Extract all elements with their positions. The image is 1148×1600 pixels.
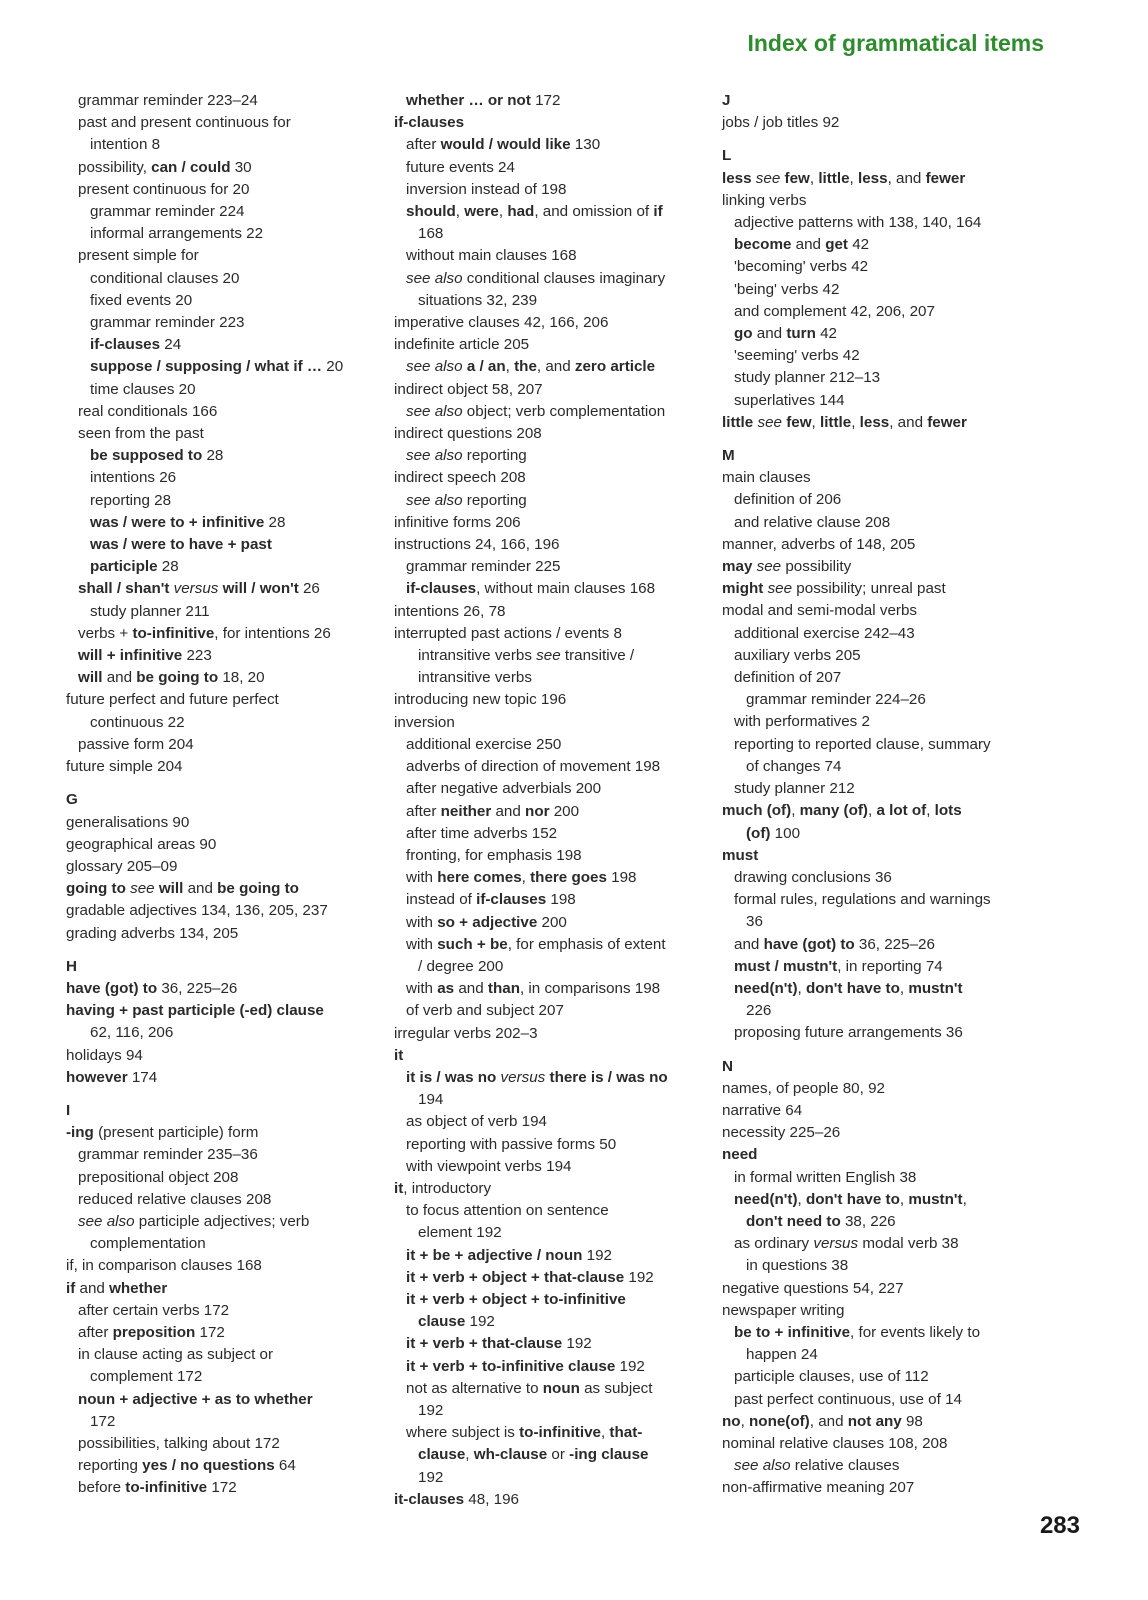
index-entry: manner, adverbs of 148, 205 bbox=[722, 535, 916, 553]
index-entry: if-clauses, without main clauses 168 bbox=[406, 580, 656, 598]
index-entry: have (got) to 36, 225–26 bbox=[66, 979, 238, 997]
index-entry: if, in comparison clauses 168 bbox=[66, 1257, 262, 1275]
index-entry: proposing future arrangements 36 bbox=[734, 1024, 963, 1042]
index-entry: present simple for bbox=[78, 247, 199, 265]
index-entry: not as alternative to noun as subject bbox=[406, 1379, 653, 1397]
index-entry: where subject is to-infinitive, that- bbox=[406, 1424, 643, 1442]
index-entry: modal and semi-modal verbs bbox=[722, 602, 917, 620]
index-entry: with as and than, in comparisons 198 bbox=[406, 980, 661, 998]
index-entry: situations 32, 239 bbox=[418, 291, 538, 309]
index-entry: clause, wh-clause or -ing clause bbox=[418, 1446, 649, 1464]
index-entry: linking verbs bbox=[722, 191, 807, 209]
index-entry: jobs / job titles 92 bbox=[722, 114, 840, 132]
index-entry: instructions 24, 166, 196 bbox=[394, 536, 560, 554]
section-letter: I bbox=[66, 1101, 71, 1119]
index-entry: happen 24 bbox=[746, 1346, 818, 1364]
index-entry: will + infinitive 223 bbox=[78, 647, 212, 665]
index-entry: it is / was no versus there is / was no bbox=[406, 1068, 668, 1086]
index-entry: study planner 212–13 bbox=[734, 369, 881, 387]
index-entry: with here comes, there goes 198 bbox=[406, 869, 637, 887]
index-entry: of verb and subject 207 bbox=[406, 1002, 564, 1020]
index-entry: grammar reminder 223–24 bbox=[78, 92, 258, 109]
index-entry: intransitive verbs bbox=[418, 669, 532, 687]
section-letter: G bbox=[66, 791, 78, 809]
index-entry: 168 bbox=[418, 225, 444, 243]
index-entry: adjective patterns with 138, 140, 164 bbox=[734, 214, 982, 232]
index-entry: before to-infinitive 172 bbox=[78, 1479, 237, 1497]
index-entry: if-clauses bbox=[394, 114, 465, 132]
index-entry: intentions 26 bbox=[90, 469, 177, 487]
index-entry: need bbox=[722, 1146, 758, 1164]
index-entry: however 174 bbox=[66, 1068, 158, 1086]
index-entry: instead of if-clauses 198 bbox=[406, 891, 576, 909]
section-letter: L bbox=[722, 147, 732, 165]
index-entry: conditional clauses 20 bbox=[90, 269, 240, 287]
index-entry: future simple 204 bbox=[66, 758, 183, 776]
index-entry: and relative clause 208 bbox=[734, 513, 891, 531]
index-entry: 194 bbox=[418, 1091, 444, 1109]
index-entry: will and be going to 18, 20 bbox=[78, 669, 265, 687]
page-title: Index of grammatical items bbox=[747, 30, 1044, 56]
index-entry: and have (got) to 36, 225–26 bbox=[734, 935, 935, 953]
index-entry: with such + be, for emphasis of extent bbox=[406, 935, 666, 953]
index-entry: as ordinary versus modal verb 38 bbox=[734, 1235, 959, 1253]
index-entry: verbs + to-infinitive, for intentions 26 bbox=[78, 624, 331, 642]
index-entry: grammar reminder 224–26 bbox=[746, 691, 926, 709]
index-entry: glossary 205–09 bbox=[66, 857, 178, 875]
section-letter: J bbox=[722, 92, 731, 109]
index-entry: intention 8 bbox=[90, 136, 161, 154]
index-entry: without main clauses 168 bbox=[406, 247, 577, 265]
index-entry: real conditionals 166 bbox=[78, 402, 218, 420]
index-entry: was / were to have + past bbox=[90, 536, 272, 554]
section-letter: M bbox=[722, 447, 735, 465]
index-entry: as object of verb 194 bbox=[406, 1113, 547, 1131]
index-entry: non-affirmative meaning 207 bbox=[722, 1479, 915, 1497]
index-entry: be supposed to 28 bbox=[90, 447, 224, 465]
index-entry: drawing conclusions 36 bbox=[734, 868, 892, 886]
section-letter: H bbox=[66, 957, 77, 975]
index-entry: informal arrangements 22 bbox=[90, 225, 264, 243]
index-entry: must bbox=[722, 846, 759, 864]
index-entry: continuous 22 bbox=[90, 713, 185, 731]
index-entry: need(n't), don't have to, mustn't, bbox=[734, 1190, 967, 1208]
index-entry: geographical areas 90 bbox=[66, 835, 217, 853]
index-entry: narrative 64 bbox=[722, 1101, 803, 1119]
index-entry: reduced relative clauses 208 bbox=[78, 1190, 272, 1208]
index-entry: see also object; verb complementation bbox=[406, 402, 666, 420]
index-entry: inversion bbox=[394, 713, 455, 731]
index-entry: 'being' verbs 42 bbox=[734, 280, 840, 298]
section-letter: N bbox=[722, 1057, 733, 1075]
index-entry: inversion instead of 198 bbox=[406, 180, 567, 198]
index-entry: in questions 38 bbox=[746, 1257, 849, 1275]
index-entry: nominal relative clauses 108, 208 bbox=[722, 1434, 948, 1452]
index-entry: see also conditional clauses imaginary bbox=[406, 269, 666, 287]
index-entry: in clause acting as subject or bbox=[78, 1346, 274, 1364]
index-entry: 192 bbox=[418, 1401, 444, 1419]
index-entry: with viewpoint verbs 194 bbox=[406, 1157, 572, 1175]
index-entry: future perfect and future perfect bbox=[66, 691, 279, 709]
index-entry: it + be + adjective / noun 192 bbox=[406, 1246, 612, 1264]
index-entry: necessity 225–26 bbox=[722, 1124, 841, 1142]
index-entry: additional exercise 242–43 bbox=[734, 624, 915, 642]
index-entry: 192 bbox=[418, 1468, 444, 1486]
index-entry: much (of), many (of), a lot of, lots bbox=[722, 802, 962, 820]
index-entry: 62, 116, 206 bbox=[90, 1024, 174, 1042]
index-entry: prepositional object 208 bbox=[78, 1168, 239, 1186]
index-entry: 36 bbox=[746, 913, 763, 931]
index-entry: possibility, can / could 30 bbox=[78, 158, 252, 176]
index-entry: indirect object 58, 207 bbox=[394, 380, 543, 398]
index-entry: less see few, little, less, and fewer bbox=[722, 169, 966, 187]
index-entry: it + verb + to-infinitive clause 192 bbox=[406, 1357, 645, 1375]
index-entry: indirect questions 208 bbox=[394, 425, 542, 443]
index-entry: having + past participle (-ed) clause bbox=[66, 1002, 324, 1020]
index-entry: of changes 74 bbox=[746, 757, 842, 775]
index-entry: don't need to 38, 226 bbox=[746, 1212, 896, 1230]
index-entry: possibilities, talking about 172 bbox=[78, 1434, 280, 1452]
index-entry: shall / shan't versus will / won't 26 bbox=[78, 580, 320, 598]
index-entry: may see possibility bbox=[722, 558, 852, 576]
index-entry: with performatives 2 bbox=[734, 713, 870, 731]
index-entry: it, introductory bbox=[394, 1179, 492, 1197]
index-entry: indirect speech 208 bbox=[394, 469, 526, 487]
index-entry: superlatives 144 bbox=[734, 391, 845, 409]
index-entry: 226 bbox=[746, 1002, 772, 1020]
index-entry: fronting, for emphasis 198 bbox=[406, 846, 582, 864]
index-entry: whether … or not 172 bbox=[406, 92, 561, 109]
index-entry: main clauses bbox=[722, 469, 811, 487]
index-entry: become and get 42 bbox=[734, 236, 870, 254]
index-column-3 bbox=[722, 90, 1042, 1500]
page-number: 283 bbox=[1039, 1512, 1080, 1539]
index-entry: participle clauses, use of 112 bbox=[734, 1368, 929, 1386]
index-entry: seen from the past bbox=[78, 425, 204, 443]
index-entry: introducing new topic 196 bbox=[394, 691, 567, 709]
index-entry: see also relative clauses bbox=[734, 1457, 900, 1475]
index-entry: see also reporting bbox=[406, 491, 527, 509]
index-entry: imperative clauses 42, 166, 206 bbox=[394, 314, 609, 332]
index-entry: definition of 207 bbox=[734, 669, 842, 687]
index-entry: intentions 26, 78 bbox=[394, 602, 506, 620]
index-entry: after preposition 172 bbox=[78, 1323, 225, 1341]
index-entry: need(n't), don't have to, mustn't bbox=[734, 979, 963, 997]
index-entry: complementation bbox=[90, 1235, 206, 1253]
index-entry: after negative adverbials 200 bbox=[406, 780, 602, 798]
index-entry: go and turn 42 bbox=[734, 325, 837, 343]
index-entry: see also reporting bbox=[406, 447, 527, 465]
index-entry: see also a / an, the, and zero article bbox=[406, 358, 656, 376]
index-entry: no, none(of), and not any 98 bbox=[722, 1412, 923, 1430]
index-entry: study planner 212 bbox=[734, 780, 855, 798]
index-entry: after time adverbs 152 bbox=[406, 824, 558, 842]
index-entry: fixed events 20 bbox=[90, 291, 193, 309]
index-entry: was / were to + infinitive 28 bbox=[90, 513, 286, 531]
index-entry: reporting 28 bbox=[90, 491, 172, 509]
index-entry: it-clauses 48, 196 bbox=[394, 1490, 519, 1508]
index-entry: be to + infinitive, for events likely to bbox=[734, 1323, 981, 1341]
index-entry: newspaper writing bbox=[722, 1301, 845, 1319]
index-entry: holidays 94 bbox=[66, 1046, 143, 1064]
index-entry: grammar reminder 235–36 bbox=[78, 1146, 258, 1164]
index-entry: after would / would like 130 bbox=[406, 136, 601, 154]
index-entry: noun + adjective + as to whether bbox=[78, 1390, 313, 1408]
index-entry: time clauses 20 bbox=[90, 380, 196, 398]
index-entry: names, of people 80, 92 bbox=[722, 1079, 885, 1097]
index-entry: and complement 42, 206, 207 bbox=[734, 302, 935, 320]
index-entry: might see possibility; unreal past bbox=[722, 580, 946, 598]
index-entry: generalisations 90 bbox=[66, 813, 190, 831]
index-entry: element 192 bbox=[418, 1224, 502, 1242]
index-entry: it + verb + that-clause 192 bbox=[406, 1335, 592, 1353]
index-entry: after certain verbs 172 bbox=[78, 1301, 230, 1319]
index-entry: if-clauses 24 bbox=[90, 336, 182, 354]
index-entry: passive form 204 bbox=[78, 735, 194, 753]
index-entry: 'seeming' verbs 42 bbox=[734, 347, 860, 365]
index-entry: clause 192 bbox=[418, 1313, 495, 1331]
index-entry: see also participle adjectives; verb bbox=[78, 1212, 310, 1230]
index-entry: present continuous for 20 bbox=[78, 180, 250, 198]
index-entry: going to see will and be going to bbox=[66, 880, 299, 898]
index-entry: infinitive forms 206 bbox=[394, 513, 521, 531]
index-entry: reporting with passive forms 50 bbox=[406, 1135, 617, 1153]
index-entry: to focus attention on sentence bbox=[406, 1202, 609, 1220]
index-column-1 bbox=[66, 90, 386, 1500]
index-entry: additional exercise 250 bbox=[406, 735, 562, 753]
index-entry: indefinite article 205 bbox=[394, 336, 530, 354]
index-entry: if and whether bbox=[66, 1279, 168, 1297]
index-entry: adverbs of direction of movement 198 bbox=[406, 758, 661, 776]
index-entry: 'becoming' verbs 42 bbox=[734, 258, 869, 276]
index-entry: intransitive verbs see transitive / bbox=[418, 647, 635, 665]
index-entry: gradable adjectives 134, 136, 205, 237 bbox=[66, 902, 328, 920]
index-entry: with so + adjective 200 bbox=[406, 913, 567, 931]
index-entry: suppose / supposing / what if … 20 bbox=[90, 358, 344, 376]
index-entry: auxiliary verbs 205 bbox=[734, 646, 861, 664]
index-entry: -ing (present participle) form bbox=[66, 1124, 259, 1142]
index-entry: (of) 100 bbox=[746, 824, 801, 842]
index-entry: in formal written English 38 bbox=[734, 1168, 917, 1186]
index-entry: definition of 206 bbox=[734, 491, 842, 509]
index-entry: it + verb + object + that-clause 192 bbox=[406, 1268, 654, 1286]
index-entry: grammar reminder 225 bbox=[406, 558, 561, 576]
index-entry: grammar reminder 224 bbox=[90, 203, 245, 221]
index-column-2 bbox=[394, 90, 714, 1511]
index-entry: grammar reminder 223 bbox=[90, 314, 245, 332]
index-entry: grading adverbs 134, 205 bbox=[66, 924, 239, 942]
index-entry: must / mustn't, in reporting 74 bbox=[734, 957, 943, 975]
index-entry: complement 172 bbox=[90, 1368, 203, 1386]
index-entry: future events 24 bbox=[406, 158, 515, 176]
index-entry: reporting to reported clause, summary bbox=[734, 735, 991, 753]
index-entry: study planner 211 bbox=[90, 602, 210, 620]
index-entry: should, were, had, and omission of if bbox=[406, 203, 663, 221]
index-entry: little see few, little, less, and fewer bbox=[722, 413, 967, 431]
index-entry: interrupted past actions / events 8 bbox=[394, 624, 622, 642]
index-entry: it + verb + object + to-infinitive bbox=[406, 1290, 626, 1308]
index-entry: irregular verbs 202–3 bbox=[394, 1024, 538, 1042]
index-entry: past perfect continuous, use of 14 bbox=[734, 1390, 962, 1408]
index-entry: 172 bbox=[90, 1412, 116, 1430]
index-entry: past and present continuous for bbox=[78, 114, 291, 132]
index-entry: negative questions 54, 227 bbox=[722, 1279, 904, 1297]
index-entry: / degree 200 bbox=[418, 957, 504, 975]
index-entry: it bbox=[394, 1046, 404, 1064]
index-entry: reporting yes / no questions 64 bbox=[78, 1457, 296, 1475]
index-entry: participle 28 bbox=[90, 558, 179, 576]
index-entry: after neither and nor 200 bbox=[406, 802, 580, 820]
index-entry: formal rules, regulations and warnings bbox=[734, 891, 991, 909]
